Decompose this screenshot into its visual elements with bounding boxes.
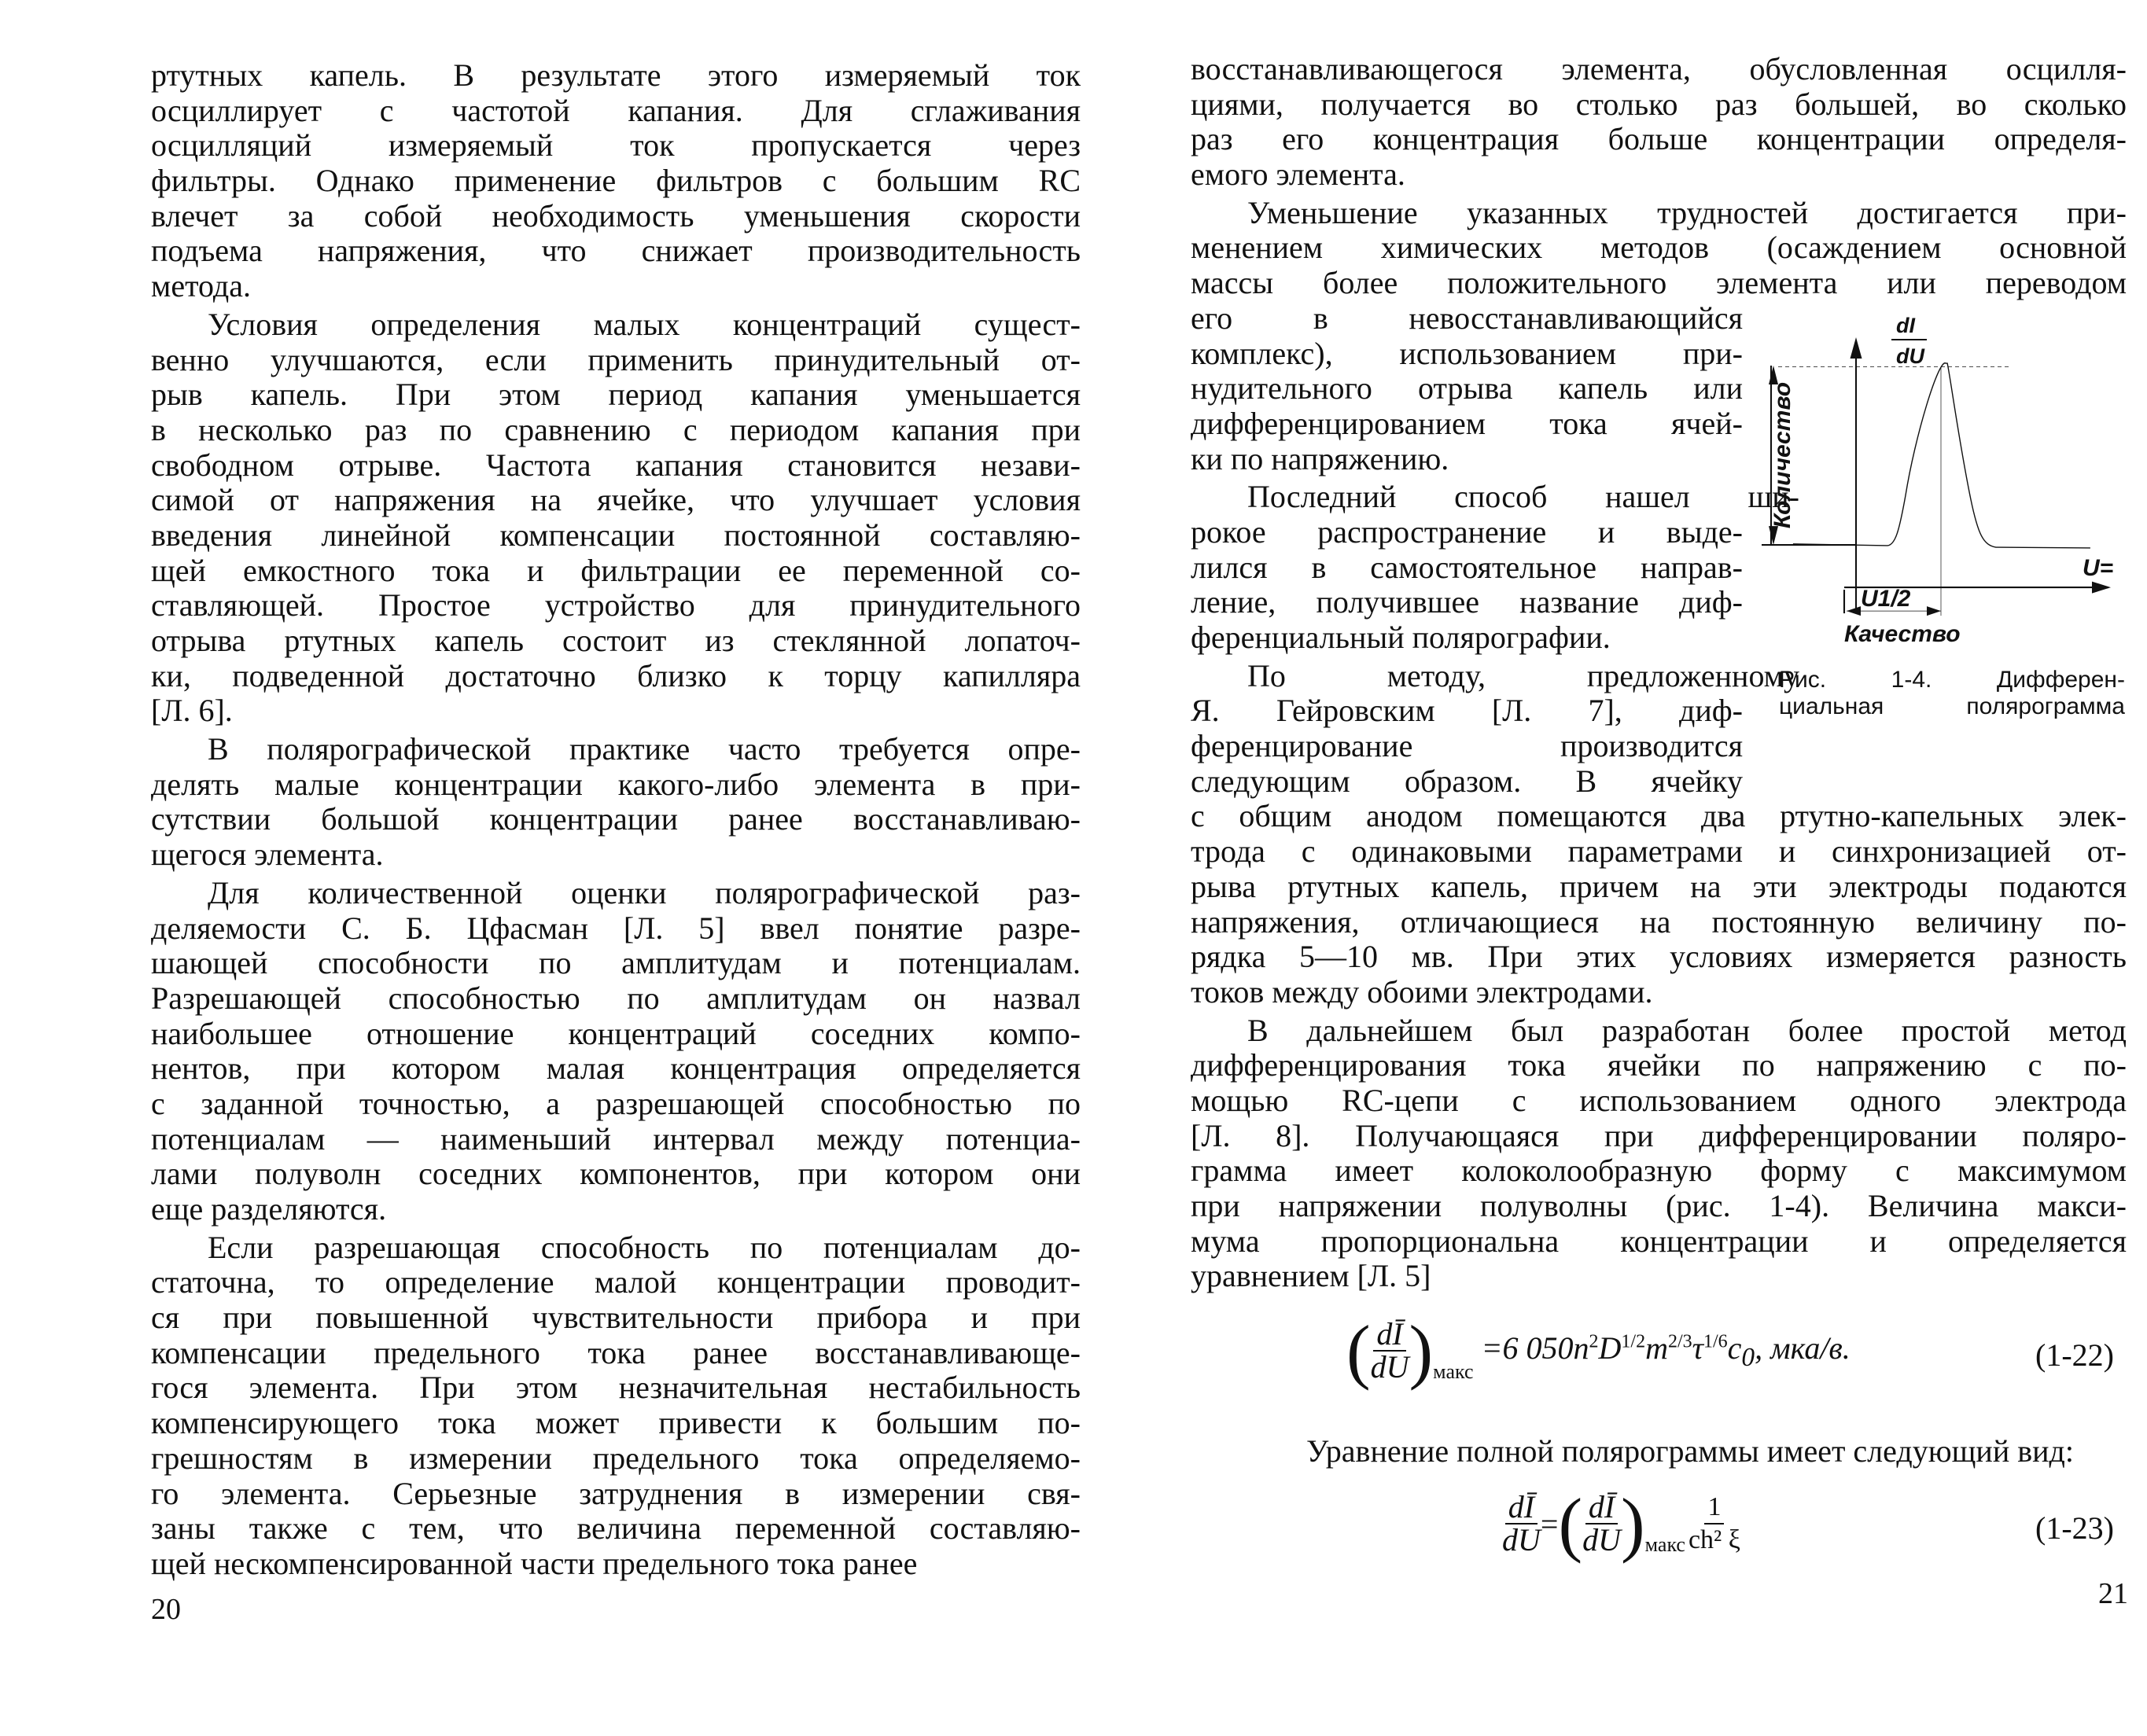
text-line: его в невосстанавливающийся — [1191, 300, 1743, 336]
equation-1-22 — [1346, 1311, 1851, 1391]
exp: 1/6 — [1703, 1331, 1728, 1352]
y-extent-label: Количество — [1770, 381, 1795, 529]
exp: 2 — [1589, 1331, 1599, 1352]
text-line: По методу, предложенному — [1247, 657, 1799, 693]
text-line: нентов, при котором малая концентрация определяется — [151, 1050, 1081, 1087]
denominator: dU — [1582, 1522, 1621, 1558]
text-line: влечет за собой необходимость уменьшения скорости — [151, 197, 1081, 234]
equation-1-23 — [1502, 1484, 1740, 1564]
text-line: компенсирующего тока может привести к большим по- — [151, 1405, 1081, 1441]
var-tau: τ — [1692, 1330, 1703, 1366]
paragraph — [1191, 52, 2127, 193]
arrowhead — [1847, 606, 1861, 616]
text-line: комплекс), использованием при- — [1191, 335, 1743, 371]
text-line: трода с одинаковыми параметрами и синхронизацией от- — [1191, 833, 2127, 870]
text-line: ференцирование производится — [1191, 728, 1743, 764]
text-line: с заданной точностью, а разрешающей способностью по — [151, 1085, 1081, 1121]
text-line: делять малые концентрации какого-либо элемента в при- — [151, 766, 1081, 802]
left-page-text — [151, 55, 1081, 1582]
text-line: Для количественной оценки полярографической раз- — [208, 874, 1081, 910]
text-line: введения линейной компенсации постоянной составляю- — [151, 517, 1081, 553]
text-line: ставляющей. Простое устройство для принудительного — [151, 587, 1081, 623]
text-line: лился в самостоятельное направ- — [1191, 549, 1743, 585]
caption-line: циальная полярограмма — [1779, 693, 2125, 719]
equation-intro: Уравнение полной полярограммы имеет следующий вид: — [1306, 1433, 2074, 1469]
x-axis-label: U= — [2083, 555, 2114, 582]
text-line: Если разрешающая способность по потенциалам до- — [208, 1229, 1081, 1265]
text-line: рыва ртутных капель, причем на эти электроды подаются — [1191, 868, 2127, 904]
fraction — [1502, 1491, 1541, 1556]
units: , мка/в. — [1755, 1330, 1851, 1366]
fraction — [1582, 1491, 1621, 1556]
page-number-right: 21 — [2098, 1577, 2128, 1610]
text-line: венно улучшаются, если применить принудительный от- — [151, 341, 1081, 377]
text-line: напряжения, отличающиеся на постоянную величину по- — [1191, 903, 2127, 940]
paragraph — [151, 876, 1081, 1227]
text-line: мума пропорциональна концентрации и определяется — [1191, 1223, 2127, 1259]
sub: 0 — [1741, 1342, 1755, 1372]
paren: ( — [1346, 1311, 1371, 1391]
paren: ) — [1409, 1311, 1434, 1391]
rhs-coef: =6 050n — [1481, 1330, 1589, 1366]
paren: ( — [1558, 1484, 1583, 1564]
fraction — [1689, 1491, 1740, 1556]
text-line: емого элемента. — [1191, 156, 1405, 193]
text-line: сутствии большой концентрации ранее восстанавливаю- — [151, 801, 1081, 837]
text-line: осциллирует с частотой капания. Для сглаживания — [151, 92, 1081, 128]
text-line: [Л. 6]. — [151, 693, 233, 729]
text-line: свободном отрыве. Частота капания становится незави- — [151, 447, 1081, 483]
text-line: Условия определения малых концентраций сущест- — [208, 306, 1081, 342]
text-line: щей емкостного тока и фильтрации ее переменной со- — [151, 552, 1081, 588]
text-line: менением химических методов (осаждением основной — [1191, 230, 2127, 266]
denominator: dU — [1502, 1522, 1541, 1558]
text-line: циями, получается во столько раз большей, во сколько — [1191, 86, 2127, 122]
equals: = — [1540, 1506, 1559, 1542]
text-line: гося элемента. При этом незначительная нестабильность — [151, 1370, 1081, 1406]
paren: ) — [1620, 1484, 1645, 1564]
rhs — [1482, 1330, 1851, 1373]
text-line: лами полуволн соседних компонентов, при котором они — [151, 1156, 1081, 1192]
text-line: ки по напряжению. — [1191, 440, 1449, 476]
text-line: шающей способности по амплитудам и потенциалам. — [151, 945, 1081, 981]
text-line: потенциалам — наименьший интервал между потенциа- — [151, 1120, 1081, 1157]
subscript: макс — [1644, 1533, 1685, 1556]
denominator: ch² ξ — [1688, 1525, 1740, 1554]
text-line: еще разделяются. — [151, 1191, 387, 1227]
paragraph — [151, 732, 1081, 873]
text-line: рокое распространение и выде- — [1191, 513, 1743, 550]
text-line: дифференцирования тока ячейки по напряжению с по- — [1191, 1047, 2127, 1083]
var-m: m — [1645, 1330, 1668, 1366]
numerator: dĪ — [1373, 1319, 1405, 1352]
exp: 1/2 — [1621, 1331, 1646, 1352]
text-line: Разрешающей способностью по амплитудам он назвал — [151, 980, 1081, 1016]
text-line: дифференцированием тока ячей- — [1191, 405, 1743, 441]
numerator: dĪ — [1585, 1491, 1618, 1525]
x-axis-arrow — [2092, 582, 2111, 594]
text-line: Уменьшение указанных трудностей достигается при- — [1247, 194, 2127, 230]
text-line: го элемента. Серьезные затруднения в измерении свя- — [151, 1475, 1081, 1511]
text-line: наибольшее отношение концентраций соседних компо- — [151, 1015, 1081, 1051]
half-wave-label: U1/2 — [1861, 586, 1911, 612]
denominator: dU — [1370, 1349, 1409, 1385]
text-line: подъема напряжения, что снижает производительность — [151, 233, 1081, 269]
text-line: в несколько раз по сравнению с периодом капания при — [151, 411, 1081, 447]
subscript: макс — [1433, 1360, 1474, 1383]
text-line: мощью RC-цепи с использованием одного электрода — [1191, 1082, 2127, 1118]
text-line: грамма имеет колоколообразную форму с максимумом — [1191, 1153, 2127, 1189]
text-line: метода. — [151, 268, 251, 304]
text-line: [Л. 8]. Получающаяся при дифференцировании поляро- — [1191, 1117, 2127, 1153]
text-line: В дальнейшем был разработан более простой метод — [1247, 1012, 2127, 1048]
text-line: щегося элемента. — [151, 837, 384, 873]
text-line: В полярографической практике часто требуется опре- — [208, 731, 1081, 767]
text-line: ся при повышенной чувствительности прибора и при — [151, 1300, 1081, 1336]
arrowhead — [1927, 606, 1941, 616]
text-line: ференциальный полярографии. — [1191, 620, 1611, 655]
y-label-num: dI — [1896, 314, 1915, 338]
text-line: ление, получившее название диф- — [1191, 584, 1743, 620]
polarogram-curve — [1793, 363, 2090, 548]
text-line: Я. Гейровским [Л. 7], диф- — [1191, 693, 1743, 729]
text-line: компенсации предельного тока ранее восстанавливающе- — [151, 1334, 1081, 1370]
text-line: заны также с тем, что величина переменной составляю- — [151, 1510, 1081, 1547]
text-line: при напряжении полуволны (рис. 1-4). Величина макси- — [1191, 1188, 2127, 1223]
y-label-den: dU — [1896, 344, 1924, 369]
paragraph — [151, 1230, 1081, 1582]
text-line: грешностям в измерении предельного тока определяемо- — [151, 1440, 1081, 1476]
text-line: ртутных капель. В результате этого измеряемый ток — [151, 57, 1081, 93]
text-line: восстанавливающегося элемента, обусловленная осцилля- — [1191, 51, 2127, 86]
text-line: ки, подведенной достаточно близко к торцу капилляра — [151, 657, 1081, 693]
text-line: Последний способ нашел ши- — [1247, 479, 1799, 515]
equation-number: (1-23) — [2035, 1510, 2114, 1546]
text-line: деляемости С. Б. Цфасман [Л. 5] ввел понятие разре- — [151, 910, 1081, 946]
text-line: раз его концентрация больше концентрации определя- — [1191, 121, 2127, 157]
text-line: уравнением [Л. 5] — [1191, 1258, 1431, 1294]
y-axis-arrow — [1851, 337, 1862, 359]
caption-line: Рис. 1-4. Дифферен- — [1779, 667, 2125, 693]
figure-caption — [1779, 667, 2125, 720]
text-line: рядка 5—10 мв. При этих условиях измеряется разность — [1191, 939, 2127, 975]
text-line: статочна, то определение малой концентрации проводит- — [151, 1264, 1081, 1300]
arrowhead — [1769, 526, 1778, 545]
text-line: щей нескомпенсированной части предельного тока ранее — [151, 1545, 918, 1581]
text-line: массы более положительного элемента или переводом — [1191, 265, 2127, 301]
text-line: симой от напряжения на ячейке, что улучшает условия — [151, 482, 1081, 518]
fraction — [1370, 1316, 1409, 1385]
exp: 2/3 — [1667, 1331, 1692, 1352]
text-line: отрыва ртутных капель состоит из стеклянной лопаточ- — [151, 623, 1081, 658]
numerator: dĪ — [1505, 1491, 1538, 1525]
text-line: токов между обоими электродами. — [1191, 973, 1653, 1010]
paragraph — [1191, 1013, 2127, 1295]
numerator: 1 — [1704, 1491, 1724, 1525]
text-line: осцилляций измеряемый ток пропускается через — [151, 127, 1081, 164]
equation-number: (1-22) — [2035, 1337, 2114, 1373]
text-line: нудительного отрыва капель или — [1191, 370, 1743, 406]
x-extent-label: Качество — [1844, 621, 1961, 645]
page-number-left: 20 — [151, 1593, 181, 1626]
var-d: D — [1598, 1330, 1622, 1366]
curve-group — [1778, 363, 2090, 616]
paragraph — [151, 58, 1081, 304]
var-c: c — [1727, 1330, 1742, 1366]
text-line: с общим анодом помещаются два ртутно-капельных элек- — [1191, 798, 2127, 834]
text-line: рыв капель. При этом период капания уменьшается — [151, 377, 1081, 413]
text-line: следующим образом. В ячейку — [1191, 763, 1743, 799]
differential-polarogram-figure — [1762, 307, 2139, 645]
paragraph — [151, 307, 1081, 729]
text-line: фильтры. Однако применение фильтров с большим RC — [151, 163, 1081, 199]
